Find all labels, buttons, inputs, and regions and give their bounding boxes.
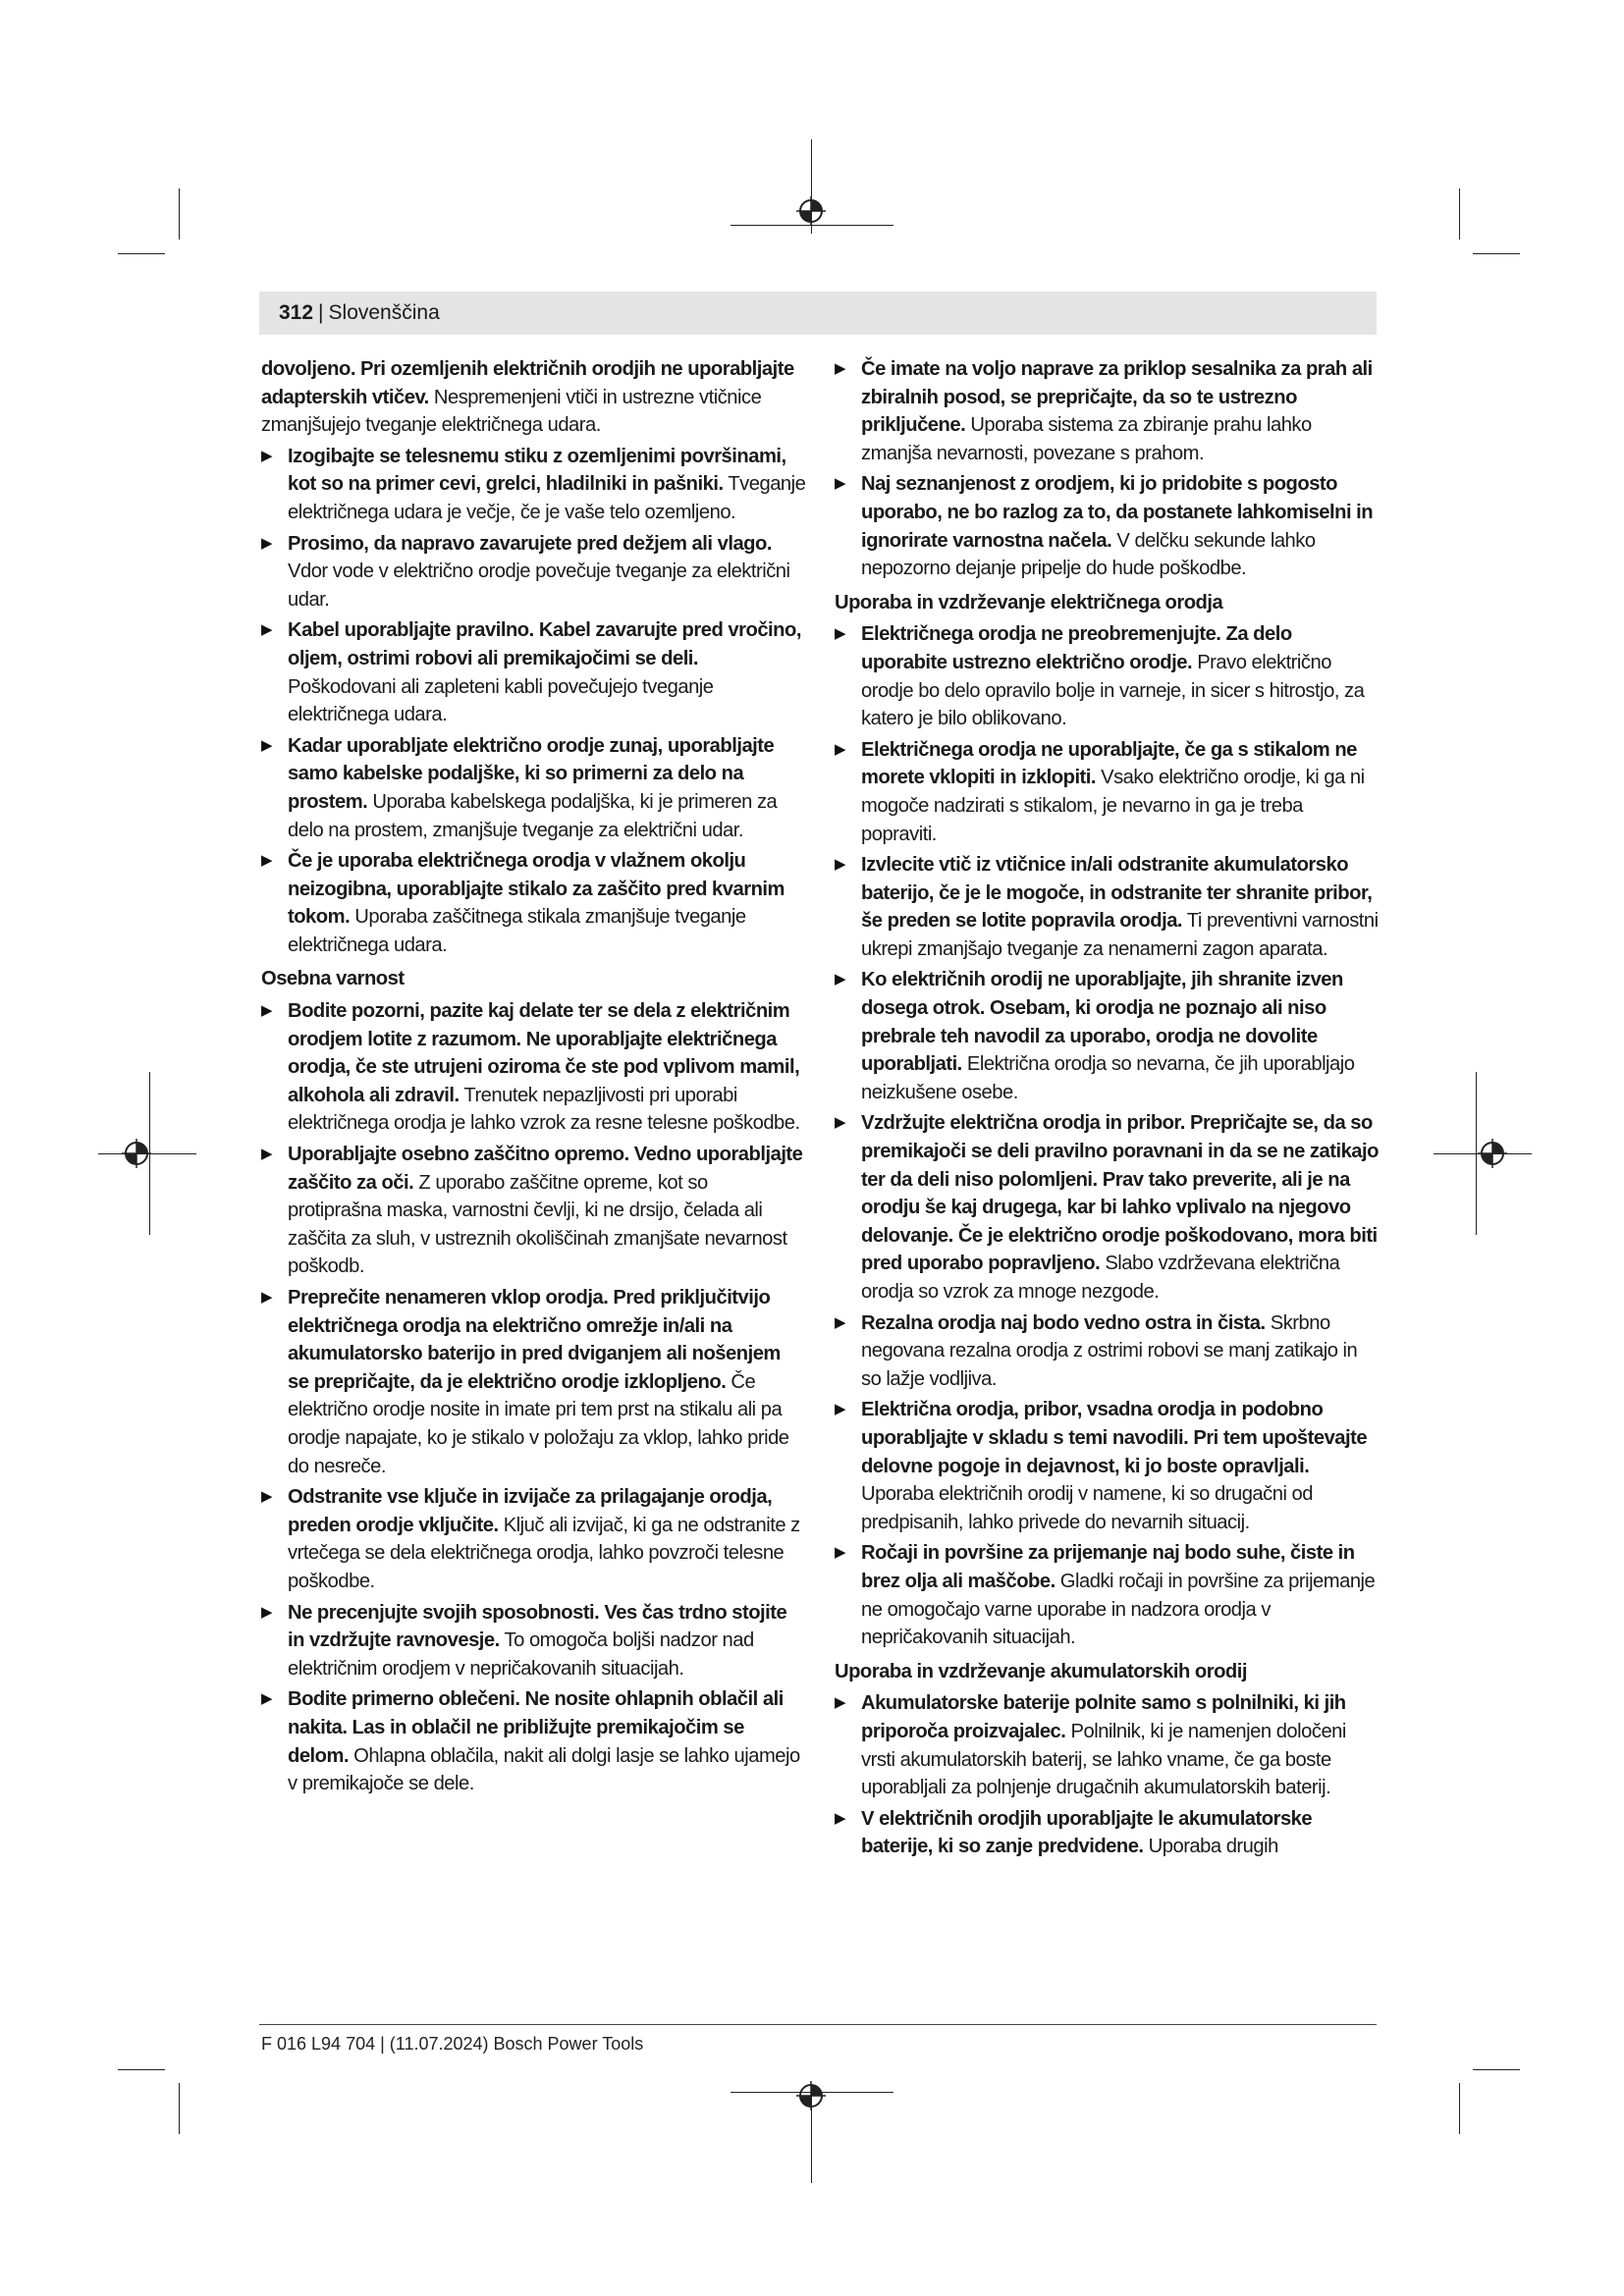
list-item-bold-text: Bodite primerno oblečeni. Ne nosite ohlapnih oblačil ali nakita. Las in oblačil ne približujte premikajočim se delom.: [288, 1688, 784, 1767]
list-item-bold-text: Odstranite vse ključe in izvijače za prilagajanje orodja, preden orodje vključite.: [288, 1486, 773, 1536]
registration-mark-icon: [1478, 1139, 1507, 1168]
section-heading-personal-safety: Osebna varnost: [261, 968, 405, 990]
list-item: [261, 732, 806, 844]
list-item-bold-text: Uporabljajte osebno zaščitno opremo. Vedno uporabljajte zaščito za oči.: [288, 1144, 803, 1194]
bullet-arrow-icon: ▶: [261, 534, 273, 552]
list-item: [261, 1483, 806, 1595]
list-item-bold-text: Ne precenjujte svojih sposobnosti. Ves čas trdno stojite in vzdržujte ravnovesje.: [288, 1601, 787, 1652]
registration-mark-icon: [796, 196, 826, 226]
list-item-normal-text: Pravo električno orodje bo delo opravilo bolje in varneje, in sicer s hitrostjo, za katero je bilo oblikovano.: [861, 651, 1365, 730]
list-item-normal-text: Če električno orodje nosite in imate pri tem prst na stikalu ali pa orodje napajate, ko je stikalo v položaju za vklop, lahko pride do nesreče.: [288, 1370, 789, 1477]
bullet-arrow-icon: ▶: [835, 1544, 846, 1562]
list-item: [835, 1109, 1380, 1306]
bullet-arrow-icon: ▶: [835, 740, 846, 758]
list-item: [261, 997, 806, 1138]
list-item-normal-text: Poškodovani ali zapleteni kabli povečujejo tveganje električnega udara.: [288, 675, 714, 726]
list-item-normal-text: Uporaba kabelskega podaljška, ki je primeren za delo na prostem, zmanjšuje tveganje za električni udar.: [288, 790, 778, 841]
list-item-normal-text: Polnilnik, ki je namenjen določeni vrsti akumulatorskih baterij, se lahko vname, če ga boste uporabljali za polnjenje drugačnih akumulatorskih baterij.: [861, 1720, 1346, 1799]
header-language: Slovenščina: [328, 301, 440, 324]
list-item-bold-text: Rezalna orodja naj bodo vedno ostra in čista.: [861, 1311, 1266, 1334]
list-item: [835, 736, 1380, 848]
list-item-bold-text: Kadar uporabljate električno orodje zunaj, uporabljajte samo kabelske podaljške, ki so primerni za delo na prostem.: [288, 734, 775, 813]
bullet-arrow-icon: ▶: [835, 475, 846, 493]
bullet-arrow-icon: ▶: [261, 1289, 273, 1306]
crop-mark: [1459, 188, 1460, 240]
list-item: [835, 620, 1380, 732]
bullet-arrow-icon: ▶: [261, 1488, 273, 1506]
registration-mark-icon: [796, 2081, 826, 2110]
crop-mark: [1459, 2083, 1460, 2134]
list-item-bold-text: Vzdržujte električna orodja in pribor. Prepričajte se, da so premikajoči se deli pravilno poravnani in da se ne zatikajo ter da deli niso polomljeni. Prav tako preverite, ali je na orodju še kaj drugega, kar bi lahko vplivalo na njegovo delovanje. Če je električno orodje poškodovano, mora biti pred uporabo popravljeno.: [861, 1112, 1379, 1275]
bullet-arrow-icon: ▶: [261, 1002, 273, 1020]
list-item-normal-text: Ohlapna oblačila, nakit ali dolgi lasje se lahko ujamejo v premikajoče se dele.: [288, 1744, 800, 1795]
bullet-arrow-icon: ▶: [835, 856, 846, 874]
left-column: [261, 355, 806, 1801]
list-item: [835, 1539, 1380, 1651]
bullet-arrow-icon: ▶: [835, 1114, 846, 1132]
list-item: [261, 616, 806, 728]
bullet-arrow-icon: ▶: [835, 1401, 846, 1418]
list-item-normal-text: V delčku sekunde lahko nepozorno dejanje pripelje do hude poškodbe.: [861, 529, 1316, 580]
crop-mark: [118, 253, 165, 254]
list-item-bold-text: Preprečite nenameren vklop orodja. Pred priključitvijo električnega orodja na električno omrežje in/ali na akumulatorsko baterijo in pred dviganjem ali nošenjem se prepričajte, da je električno orodje izklopljeno.: [288, 1287, 781, 1393]
list-item: [835, 1396, 1380, 1536]
list-item: [835, 355, 1380, 467]
list-item-normal-text: Tveganje električnega udara je večje, če je vaše telo ozemljeno.: [288, 473, 806, 523]
list-item: [261, 530, 806, 614]
bullet-arrow-icon: ▶: [835, 971, 846, 988]
list-item-bold-text: Električna orodja, pribor, vsadna orodja in podobno uporabljajte v skladu s temi navodili. Pri tem upoštevajte delovne pogoje in dejavnost, ki jo boste opravljali.: [861, 1399, 1368, 1477]
list-item: [835, 1689, 1380, 1801]
list-item-normal-text: Uporaba zaščitnega stikala zmanjšuje tveganje električnega udara.: [288, 906, 746, 956]
list-item-normal-text: To omogoča boljši nadzor nad električnim orodjem v nepričakovanih situacijah.: [288, 1629, 754, 1680]
crop-mark: [118, 2069, 165, 2070]
bullet-arrow-icon: ▶: [261, 736, 273, 754]
list-item-normal-text: Električna orodja so nevarna, če jih uporabljajo neizkušene osebe.: [861, 1053, 1355, 1103]
bullet-arrow-icon: ▶: [261, 447, 273, 464]
crop-mark: [179, 2083, 180, 2134]
list-item-normal-text: Ključ ali izvijač, ki ga ne odstranite z vrtečega se dela električnega orodja, lahko povzroči telesne poškodbe.: [288, 1514, 800, 1592]
list-item: [835, 1805, 1380, 1861]
page-header: [259, 292, 1377, 335]
list-item: [835, 1309, 1380, 1394]
list-item-normal-text: Uporaba sistema za zbiranje prahu lahko zmanjša nevarnosti, povezane s prahom.: [861, 414, 1312, 464]
list-item-bold-text: Bodite pozorni, pazite kaj delate ter se dela z električnim orodjem lotite z razumom. Ne uporabljajte električnega orodja, če ste utrujeni oziroma če ste pod vplivom mamil, alkohola ali zdravil.: [288, 1000, 800, 1106]
list-item: [835, 470, 1380, 582]
page-number: 312: [279, 301, 314, 324]
intro-paragraph: [261, 355, 806, 440]
list-item: [261, 1685, 806, 1797]
list-item-bold-text: Ročaji in površine za prijemanje naj bodo suhe, čiste in brez olja ali maščobe.: [861, 1542, 1355, 1592]
registration-mark-icon: [122, 1139, 151, 1168]
bullet-arrow-icon: ▶: [261, 1146, 273, 1163]
list-item: [261, 443, 806, 527]
crop-mark: [1473, 2069, 1520, 2070]
list-item-bold-text: Če imate na voljo naprave za priklop sesalnika za prah ali zbiralnih posod, se prepričajte, da so te ustrezno priključene.: [861, 358, 1373, 437]
list-item-normal-text: Trenutek nepazljivosti pri uporabi električnega orodja je lahko vzrok za resne telesne poškodbe.: [288, 1084, 800, 1135]
intro-bold-text: dovoljeno. Pri ozemljenih električnih orodjih ne uporabljajte adapterskih vtičev.: [261, 358, 794, 408]
list-item-bold-text: Električnega orodja ne uporabljajte, če ga s stikalom ne morete vklopiti in izklopiti.: [861, 738, 1357, 789]
bullet-arrow-icon: ▶: [835, 1313, 846, 1331]
footer-rule: [259, 2024, 1377, 2025]
list-item-bold-text: Prosimo, da napravo zavarujete pred dežjem ali vlago.: [288, 532, 772, 555]
bullet-arrow-icon: ▶: [261, 621, 273, 639]
list-item-normal-text: Uporaba drugih: [1148, 1836, 1278, 1858]
crop-mark: [1473, 253, 1520, 254]
list-item-bold-text: Izvlecite vtič iz vtičnice in/ali odstranite akumulatorsko baterijo, če je le mogoče, in odstranite ter shranite pribor, še preden se lotite popravila orodja.: [861, 854, 1373, 933]
list-item-normal-text: Ti preventivni varnostni ukrepi zmanjšajo tveganje za nenamerni zagon aparata.: [861, 910, 1379, 960]
list-item-normal-text: Vsako električno orodje, ki ga ni mogoče nadzirati s stikalom, je nevarno in ga je treba popraviti.: [861, 767, 1365, 845]
list-item-normal-text: Slabo vzdrževana električna orodja so vzrok za mnoge nezgode.: [861, 1253, 1340, 1303]
list-item-bold-text: Električnega orodja ne preobremenjujte. Za delo uporabite ustrezno električno orodje.: [861, 623, 1292, 673]
list-item-normal-text: Gladki ročaji in površine za prijemanje ne omogočajo varne uporabe in nadzora orodja v nepričakovanih situacijah.: [861, 1570, 1376, 1649]
list-item: [261, 1141, 806, 1281]
list-item-bold-text: Akumulatorske baterije polnite samo s polnilniki, ki jih priporoča proizvajalec.: [861, 1692, 1346, 1742]
bullet-arrow-icon: ▶: [261, 1690, 273, 1708]
list-item-bold-text: Kabel uporabljajte pravilno. Kabel zavarujte pred vročino, oljem, ostrimi robovi ali premikajočimi se deli.: [288, 619, 801, 669]
list-item-normal-text: Z uporabo zaščitne opreme, kot so protiprašna maska, varnostni čevlji, ki ne drsijo, čelada ali zaščita za sluh, v ustreznih okoliščinah zmanjšate nevarnost poškodb.: [288, 1171, 787, 1278]
list-item-bold-text: V električnih orodjih uporabljajte le akumulatorske baterije, ki so zanje predvidene.: [861, 1807, 1313, 1858]
bullet-arrow-icon: ▶: [261, 1603, 273, 1621]
list-item: [835, 851, 1380, 963]
list-item-normal-text: Uporaba električnih orodij v namene, ki so drugačni od predpisanih, lahko privede do nevarnih situacij.: [861, 1483, 1314, 1533]
bullet-arrow-icon: ▶: [835, 625, 846, 643]
bullet-arrow-icon: ▶: [835, 360, 846, 377]
header-separator: |: [318, 301, 324, 324]
list-item: [261, 847, 806, 959]
page-footer: F 016 L94 704 | (11.07.2024) Bosch Power Tools: [261, 2034, 644, 2054]
intro-normal-text: Nespremenjeni vtiči in ustrezne vtičnice zmanjšujejo tveganje električnega udara.: [261, 386, 762, 437]
right-column: [835, 355, 1380, 1864]
bullet-arrow-icon: ▶: [261, 852, 273, 870]
section-heading-power-tool-use: Uporaba in vzdrževanje električnega orodja: [835, 591, 1223, 614]
list-item-bold-text: Če je uporaba električnega orodja v vlažnem okolju neizogibna, uporabljajte stikalo za zaščito pred kvarnim tokom.: [288, 850, 785, 929]
crop-mark: [179, 188, 180, 240]
list-item: [835, 966, 1380, 1106]
list-item-bold-text: Ko električnih orodij ne uporabljajte, jih shranite izven dosega otrok. Osebam, ki orodja ne poznajo ali niso prebrale teh navodil za uporabo, orodja ne dovolite uporabljati.: [861, 969, 1343, 1076]
list-item: [261, 1284, 806, 1480]
bullet-arrow-icon: ▶: [835, 1694, 846, 1712]
list-item-bold-text: Izogibajte se telesnemu stiku z ozemljenimi površinami, kot so na primer cevi, grelci, hladilniki in pašniki.: [288, 445, 786, 496]
bullet-arrow-icon: ▶: [835, 1809, 846, 1827]
list-item: [261, 1599, 806, 1683]
list-item-bold-text: Naj seznanjenost z orodjem, ki jo pridobite s pogosto uporabo, ne bo razlog za to, da postanete lahkomiselni in ignorirate varnostna načela.: [861, 473, 1374, 552]
section-heading-battery-tool-use: Uporaba in vzdrževanje akumulatorskih orodij: [835, 1660, 1247, 1682]
list-item-normal-text: Vdor vode v električno orodje povečuje tveganje za električni udar.: [288, 561, 790, 611]
list-item-normal-text: Skrbno negovana rezalna orodja z ostrimi robovi se manj zatikajo in so lažje vodljiva.: [861, 1311, 1358, 1390]
